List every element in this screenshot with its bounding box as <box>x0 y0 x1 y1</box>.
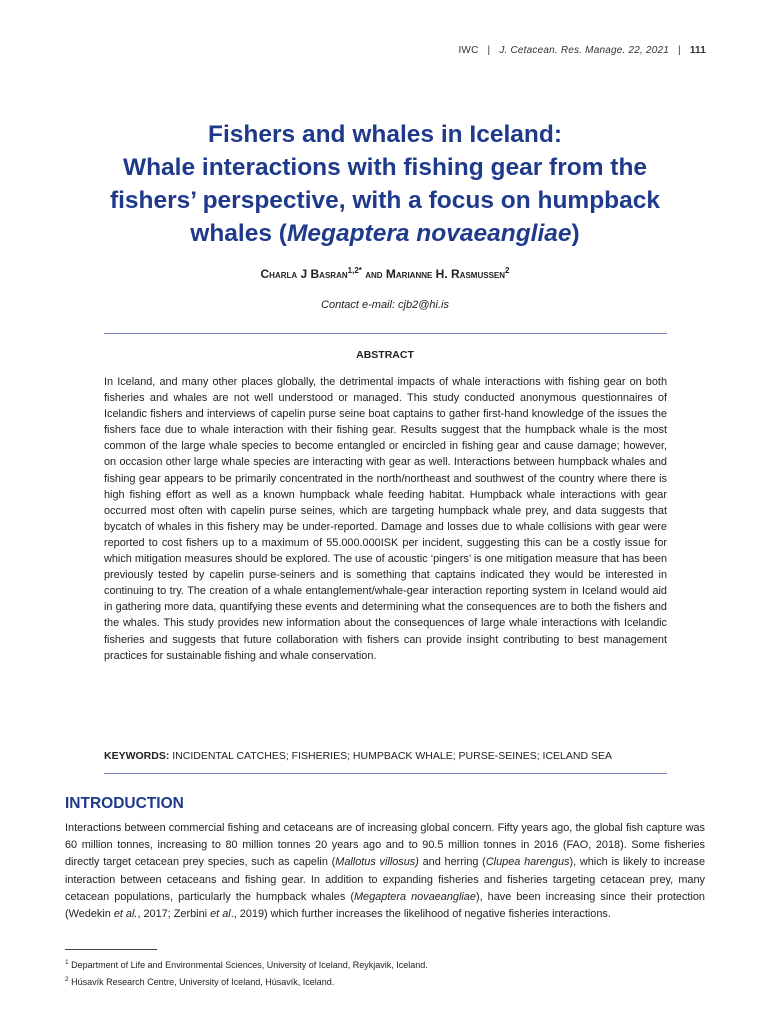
footnote-1-mark: 1 <box>65 959 69 966</box>
separator: | <box>678 45 681 56</box>
intro-text-6: ., 2019) which further increases the likelihood of negative fisheries interactions. <box>230 908 611 921</box>
abstract-bottom-rule <box>104 773 667 774</box>
species-humpback: Megaptera novaeangliae <box>353 890 476 903</box>
abstract-text: In Iceland, and many other places globally, the detrimental impacts of whale interactions with fishing gear on both fisheries and whales are not well understood or managed. This study conducted anonymous questionnaires of Icelandic fishers and interviews of capelin purse seine boat captains to gather first-hand knowledge of the issues the fishers face due to whale interaction with their fishing gear. Results suggest that the humpback whale is the most common of the large whale species to become entangled or encircled in fishing gear and cause damage; however, on occasion other large whale species are interacting with gear as well. Interactions between humpback whales and fishing gear appears to be primarily concentrated in the north/northeast and southwest of the country where there is high fishing effort as well as a known humpback whale feeding habitat. Humpback whale interactions with gear occurred most often with capelin purse seines, which are targeting humpback whale prey, and data suggests that bycatch of whales in this fishery may be under-reported. Damage and losses due to whale collisions with gear were reported to cost fishers up to a maximum of 55.000.000ISK per incident, suggesting this can be a costly issue for which mitigation measures should be explored. The use of acoustic ‘pingers’ is one mitigation measure that has been previously tested by capelin purse-seiners and is something that captains indicated they would be interested in continuing to try. The creation of a whale entanglement/whale-gear interaction reporting system in Iceland would aid in gathering more data, quantifying these events and determining what the consequences are to both the fishers and the whales. This study provides new information about the consequences of large whale interactions with Icelandic fisheries and suggests that future collaboration with fishers can provide insight contributing to best management practices for sustainable fishing and whale conservation. <box>104 376 667 662</box>
intro-text-4: ), have been increasing since their protection (Wedekin <box>65 890 705 921</box>
footnote-1-text: Department of Life and Environmental Sciences, University of Iceland, Reykjavik, Iceland. <box>68 960 428 970</box>
citation-et-al-2: et al <box>210 908 231 921</box>
footnotes <box>65 956 705 989</box>
footnote-2-text: Húsavík Research Centre, University of Iceland, Húsavík, Iceland. <box>68 976 335 987</box>
contact-email: Contact e-mail: cjb2@hi.is <box>321 299 449 311</box>
footnote-2-mark: 2 <box>65 975 69 983</box>
journal-citation: J. Cetacean. Res. Manage. 22, 2021 <box>499 45 669 56</box>
paper-title <box>40 118 730 250</box>
author-list <box>0 266 770 281</box>
footnote-1 <box>65 956 705 973</box>
publisher: IWC <box>458 45 479 56</box>
introduction-paragraph <box>65 820 705 923</box>
footnote-rule <box>65 949 157 950</box>
keywords-label: KEYWORDS: <box>104 750 170 762</box>
footnote-2 <box>65 973 705 990</box>
abstract-heading: ABSTRACT <box>356 349 414 361</box>
separator: | <box>487 45 491 56</box>
running-head <box>458 45 706 56</box>
species-herring: Clupea harengus <box>485 856 570 869</box>
page-number: 111 <box>689 45 706 56</box>
intro-text-3: ), which is likely to increase interaction between cetaceans and fishing gear. In addition to expanding fisheries and fisheries targeting cetacean prey, many cetacean populations, particularly the humpback whales ( <box>65 856 705 903</box>
citation-et-al-1: et al. <box>113 908 138 921</box>
title-line-2: Whale interactions with fishing gear from the <box>122 154 648 181</box>
species-capelin: Mallotus villosus) <box>335 856 419 869</box>
author-2: Marianne H. Rasmussen <box>385 267 506 281</box>
abstract-top-rule <box>104 333 667 334</box>
intro-text-1: Interactions between commercial fishing and cetaceans are of increasing global concern. Fifty years ago, the global fish capture was 60 million tonnes, increasing to 80 million tonnes 20 years ago and to 90.5 million tonnes in 2016 (FAO, 2018). Some fisheries directly target cetacean prey species, such as capelin ( <box>65 822 705 869</box>
title-line-1: Fishers and whales in Iceland: <box>208 121 562 148</box>
title-line-3: fishers’ perspective, with a focus on humpback <box>109 187 661 214</box>
keywords <box>104 750 667 762</box>
author-2-affiliation: 2 <box>505 266 510 275</box>
keywords-list: INCIDENTAL CATCHES; FISHERIES; HUMPBACK WHALE; PURSE-SEINES; ICELAND SEA <box>172 750 612 762</box>
title-line-4-prefix: whales ( <box>190 220 287 247</box>
introduction-heading: INTRODUCTION <box>65 795 184 812</box>
title-line-4 <box>40 217 730 250</box>
intro-text-5: , 2017; Zerbini <box>137 908 211 921</box>
author-conjunction: and <box>365 267 383 281</box>
author-1: Charla J Basran <box>260 267 348 281</box>
author-1-affiliation: 1,2* <box>347 266 362 275</box>
intro-text-2: and herring ( <box>418 856 486 869</box>
title-line-4-suffix: ) <box>571 220 580 247</box>
title-species-name: Megaptera novaeangliae <box>286 220 572 247</box>
